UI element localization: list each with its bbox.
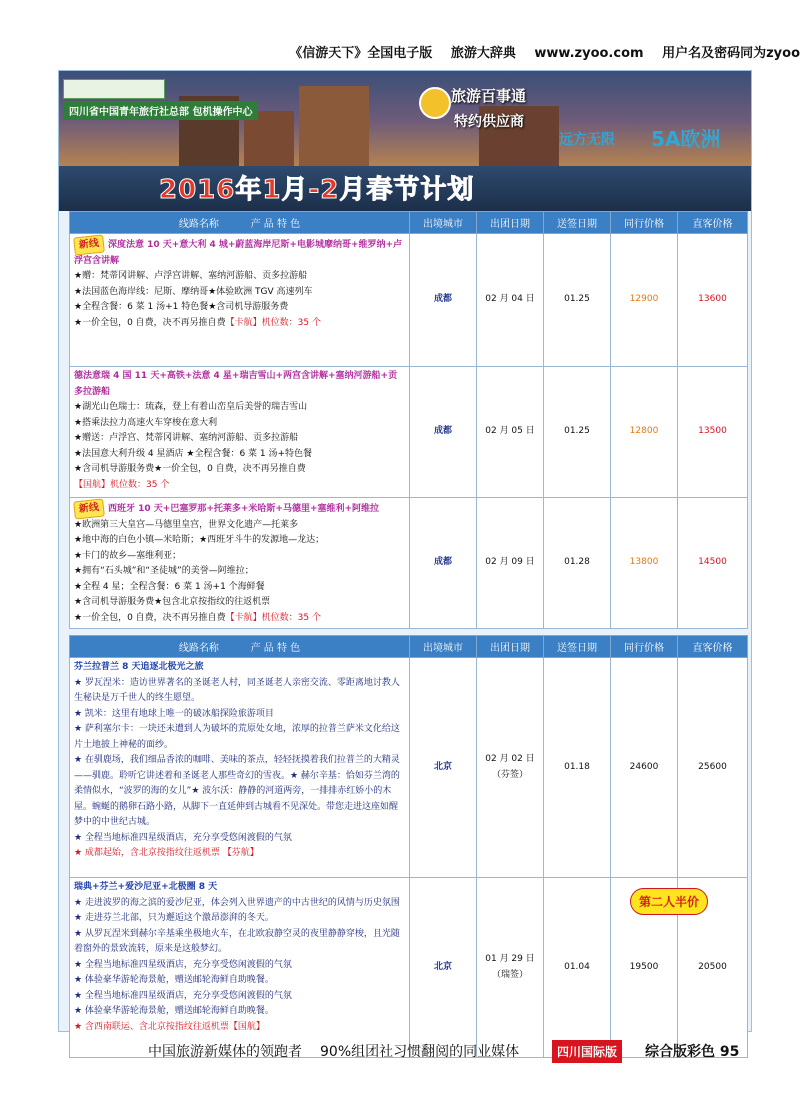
header-cell: 线路名称 产 品 特 色: [70, 636, 410, 658]
route-feature: ★ 在驯鹿场，我们细品香浓的咖啡、美味的茶点，轻轻抚摸着我们拉普兰的大精灵——驯鹿。聆听它讲述着和圣诞老人那些奇幻的雪夜。★ 赫尔辛基：恰如芬兰湾的柔情似水，“波罗的海的女儿”★ 波尔沃：静静的河道两旁，一排排赤红娇小的木屋。蜿蜒的鹅卵石路小路，从脚下一直延伸到古城看不见深处。带您走进这座如醒梦中的中世纪古城。: [74, 755, 400, 827]
peer-price: 24600: [611, 658, 678, 878]
route-flight-info: 【国航】机位数：35 个: [74, 479, 170, 490]
route-feature: ★ 体验豪华游轮海景舱，赠送邮轮海鲜自助晚餐。: [74, 1006, 274, 1016]
brand-partner-1: 远方无限: [559, 132, 615, 148]
supplier-label: 特约供应商: [454, 114, 524, 130]
route-description: [70, 367, 410, 498]
new-line-badge: 新线: [73, 498, 105, 519]
route-feature: ★ 全程当地标准四星级酒店，充分享受悠闲渡假的气氛: [74, 832, 292, 843]
route-feature: ★地中海的白色小镇—米哈斯；★西班牙斗牛的发源地—龙达；: [74, 535, 325, 545]
footer-slogan-1: 中国旅游新媒体的领跑者: [148, 1044, 302, 1060]
route-feature: ★法国意大利升级 4 星酒店 ★全程含餐：6 菜 1 汤+特色餐: [74, 448, 313, 459]
route-feature: ★拥有“石头城”和“圣徒城”的美誉—阿维拉；: [74, 566, 254, 576]
supplier-logo-icon: [419, 87, 451, 119]
retail-price: 20500: [678, 878, 748, 1058]
route-feature: ★一价全包，0 自费，决不再另推自费【卡航】机位数：35 个: [74, 612, 321, 623]
route-title: 瑞典+芬兰+爱沙尼亚+北极圈 8 天: [74, 882, 218, 892]
departure-city: 成都: [410, 367, 477, 498]
header-cell: 出境城市: [410, 636, 477, 658]
table-header-row: [70, 636, 748, 658]
retail-price: 14500: [678, 498, 748, 629]
route-feature: ★ 凯米：这里有地球上唯一的破冰船探险旅游项目: [74, 708, 274, 719]
route-flight-info: ★ 成都起始，含北京按指纹往返机票 【芬航】: [74, 848, 259, 858]
europe-routes-table: [69, 211, 748, 629]
banner: [59, 71, 751, 211]
banner-title: 2016年1月-2月春节计划: [159, 175, 475, 205]
route-feature: ★ 全程当地标准四星级酒店，充分享受悠闲渡假的气氛: [74, 990, 292, 1001]
route-title: 芬兰拉普兰 8 天追逐北极光之旅: [74, 662, 204, 672]
header-cell: 直客价格: [678, 636, 748, 658]
header-cell: 直客价格: [678, 212, 748, 234]
visa-date: 01.25: [544, 367, 611, 498]
itinerary-tables: [69, 211, 747, 1058]
peer-price: 19500: [611, 878, 678, 1058]
header-cell: 线路名称 产 品 特 色: [70, 212, 410, 234]
header-cell: 送签日期: [544, 212, 611, 234]
brand-partner-2: 5A欧洲: [651, 127, 721, 151]
route-description: [70, 658, 410, 878]
departure-date: 01 月 29 日 （瑞签）: [477, 878, 544, 1058]
header-cell: 同行价格: [611, 212, 678, 234]
edition-tag: 四川国际版: [552, 1040, 622, 1063]
route-flight-info: ★ 含西南联运、含北京按指纹往返机票【国航】: [74, 1021, 265, 1032]
website-link[interactable]: www.zyoo.com: [534, 46, 644, 61]
visa-date: 01.04: [544, 878, 611, 1058]
agency-logo: [63, 79, 165, 99]
route-feature: ★ 体验豪华游轮海景舱，赠送邮轮海鲜自助晚餐。: [74, 975, 274, 985]
peer-price: 12800: [611, 367, 678, 498]
departure-city: 成都: [410, 234, 477, 367]
route-feature: ★搭乘法拉力高速火车穿梭在意大利: [74, 417, 218, 428]
route-feature: ★ 萨利塞尔卡：一块还未遭到人为破坏的荒原处女地，浓厚的拉普兰萨米文化给这片土地披上神秘的面纱。: [74, 724, 400, 750]
route-feature: ★ 走进波罗的海之滨的爱沙尼亚，体会列入世界遗产的中古世纪的风情与历史氛围: [74, 897, 400, 908]
header-cell: 出团日期: [477, 636, 544, 658]
table-row: [70, 658, 748, 878]
table-row: [70, 498, 748, 629]
table-row: [70, 367, 748, 498]
top-header: [0, 42, 800, 61]
route-feature: ★含司机导游服务费★一价全包，0 自费，决不再另推自费: [74, 464, 306, 474]
route-feature: ★欧洲第三大皇宫—马德里皇宫，世界文化遗产—托莱多: [74, 519, 299, 530]
route-feature: ★卡门的故乡—塞维利亚；: [74, 550, 182, 561]
route-feature: ★全程含餐：6 菜 1 汤+1 特色餐★含司机导游服务费: [74, 302, 289, 312]
route-feature: ★ 走进芬兰北部，只为邂逅这个激昂澎湃的冬天。: [74, 913, 274, 923]
departure-date: 02 月 09 日: [477, 498, 544, 629]
retail-price: 13600: [678, 234, 748, 367]
visa-date: 01.28: [544, 498, 611, 629]
route-feature: ★湖光山色瑞士：琉森，登上有着山峦皇后美誉的瑞吉雪山: [74, 402, 308, 412]
table-header-row: [70, 212, 748, 234]
supplier-brand: 旅游百事通: [451, 87, 527, 105]
route-feature: ★ 从罗瓦涅米到赫尔辛基乘坐极地火车，在北欧寂静空灵的夜里静静穿梭，且光随着窗外的景致流转，原来是这般梦幻。: [74, 928, 400, 954]
peer-price: 13800: [611, 498, 678, 629]
route-feature: ★赠：梵蒂冈讲解、卢浮宫讲解、塞纳河游船、贡多拉游船: [74, 271, 308, 281]
departure-city: 北京: [410, 878, 477, 1058]
header-cell: 送签日期: [544, 636, 611, 658]
route-feature: ★全程 4 星；全程含餐：6 菜 1 汤+1 个海鲜餐: [74, 581, 265, 592]
header-cell: 同行价格: [611, 636, 678, 658]
retail-price: 13500: [678, 367, 748, 498]
promo-callout: 第二人半价: [630, 888, 708, 915]
header-cell: 出团日期: [477, 212, 544, 234]
publication-name: 《信游天下》全国电子版: [289, 46, 433, 61]
visa-date: 01.18: [544, 658, 611, 878]
departure-date: 02 月 05 日: [477, 367, 544, 498]
departure-date: 02 月 02 日 （芬签）: [477, 658, 544, 878]
nordic-routes-table: [69, 635, 748, 1058]
route-title: 西班牙 10 天+巴塞罗那+托莱多+米哈斯+马德里+塞维利+阿维拉: [108, 504, 380, 514]
departure-date: 02 月 04 日: [477, 234, 544, 367]
route-title: 德法意瑞 4 国 11 天+高铁+法意 4 星+瑞吉雪山+两宫含讲解+塞纳河游船+贡多拉游船: [74, 371, 398, 397]
route-feature: ★ 罗瓦涅米：造访世界著名的圣诞老人村，同圣诞老人亲密交流、零距离地讨教人生秘诀是万千世人的终生愿望。: [74, 677, 400, 703]
visa-date: 01.25: [544, 234, 611, 367]
login-note: 用户名及密码同为zyoo: [662, 46, 800, 61]
table-row: [70, 234, 748, 367]
route-title: 深度法意 10 天+意大利 4 城+蔚蓝海岸尼斯+电影城摩纳哥+维罗纳+卢浮宫含讲解: [74, 240, 403, 266]
route-feature: ★含司机导游服务费★包含北京按指纹的往返机票: [74, 597, 271, 607]
route-feature: ★ 全程当地标准四星级酒店，充分享受悠闲渡假的气氛: [74, 959, 292, 970]
agency-name: 四川省中国青年旅行社总部 包机操作中心: [63, 101, 258, 120]
departure-city: 北京: [410, 658, 477, 878]
route-feature: ★赠送：卢浮宫、梵蒂冈讲解、塞纳河游船、贡多拉游船: [74, 433, 299, 443]
departure-city: 成都: [410, 498, 477, 629]
new-line-badge: 新线: [73, 234, 105, 255]
route-feature: ★一价全包，0 自费，决不再另推自费【卡航】机位数：35 个: [74, 317, 321, 328]
route-description: [70, 234, 410, 367]
route-feature: ★法国蓝色海岸线：尼斯、摩纳哥★体验欧洲 TGV 高速列车: [74, 286, 313, 297]
dictionary-name: 旅游大辞典: [450, 46, 516, 61]
peer-price: 12900: [611, 234, 678, 367]
route-description: [70, 878, 410, 1058]
header-cell: 出境城市: [410, 212, 477, 234]
retail-price: 25600: [678, 658, 748, 878]
route-description: [70, 498, 410, 629]
footer-slogan-2: 90%组团社习惯翻阅的同业媒体: [320, 1044, 520, 1060]
page-number: 综合版彩色 95: [645, 1044, 740, 1060]
